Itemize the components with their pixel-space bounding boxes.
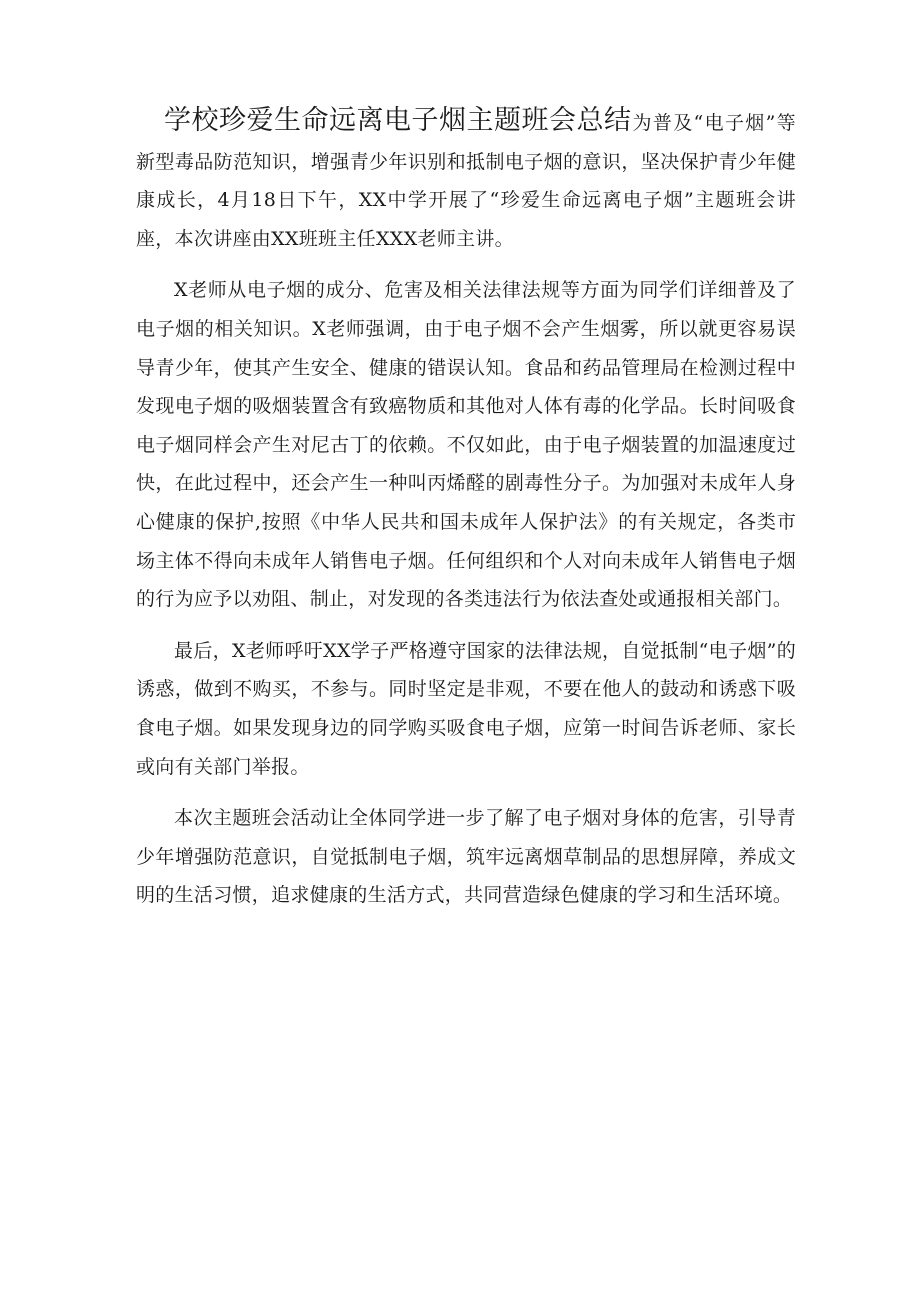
document-title: 学校珍爱生命远离电子烟主题班会总结 (164, 105, 632, 136)
body-paragraph-1: X老师从电子烟的成分、危害及相关法律法规等方面为同学们详细普及了电子烟的相关知识。X老师强调，由于电子烟不会产生烟雾，所以就更容易误导青少年，使其产生安全、健康的错误认知。食品和药品管理局在检测过程中发现电子烟的吸烟装置含有致癌物质和其他对人体有毒的化学品。长时间吸食电子烟同样会产生对尼古丁的依赖。不仅如此，由于电子烟装置的加温速度过快，在此过程中，还会产生一种叫丙烯醛的剧毒性分子。为加强对未成年人身心健康的保护,按照《中华人民共和国未成年人保护法》的有关规定，各类市场主体不得向未成年人销售电子烟。任何组织和个人对向未成年人销售电子烟的行为应予以劝阻、制止，对发现的各类违法行为依法查处或通报相关部门。 (136, 279, 796, 611)
title-and-intro-paragraph (136, 102, 796, 258)
body-paragraph-3: 本次主题班会活动让全体同学进一步了解了电子烟对身体的危害，引导青少年增强防范意识，自觉抵制电子烟，筑牢远离烟草制品的思想屏障，养成文明的生活习惯，追求健康的生活方式，共同营造绿色健康的学习和生活环境。 (136, 807, 796, 907)
intro-text: 为普及“电子烟”等新型毒品防范知识，增强青少年识别和抵制电子烟的意识，坚决保护青少年健康成长，4月18日下午，XX中学开展了“珍爱生命远离电子烟”主题班会讲座，本次讲座由XX班班主任XXX老师主讲。 (136, 112, 796, 250)
document-body (136, 102, 796, 928)
body-paragraph-2: 最后，X老师呼吁XX学子严格遵守国家的法律法规，自觉抵制“电子烟”的诱惑，做到不购买，不参与。同时坚定是非观，不要在他人的鼓动和诱惑下吸食电子烟。如果发现身边的同学购买吸食电子烟，应第一时间告诉老师、家长或向有关部门举报。 (136, 639, 796, 778)
